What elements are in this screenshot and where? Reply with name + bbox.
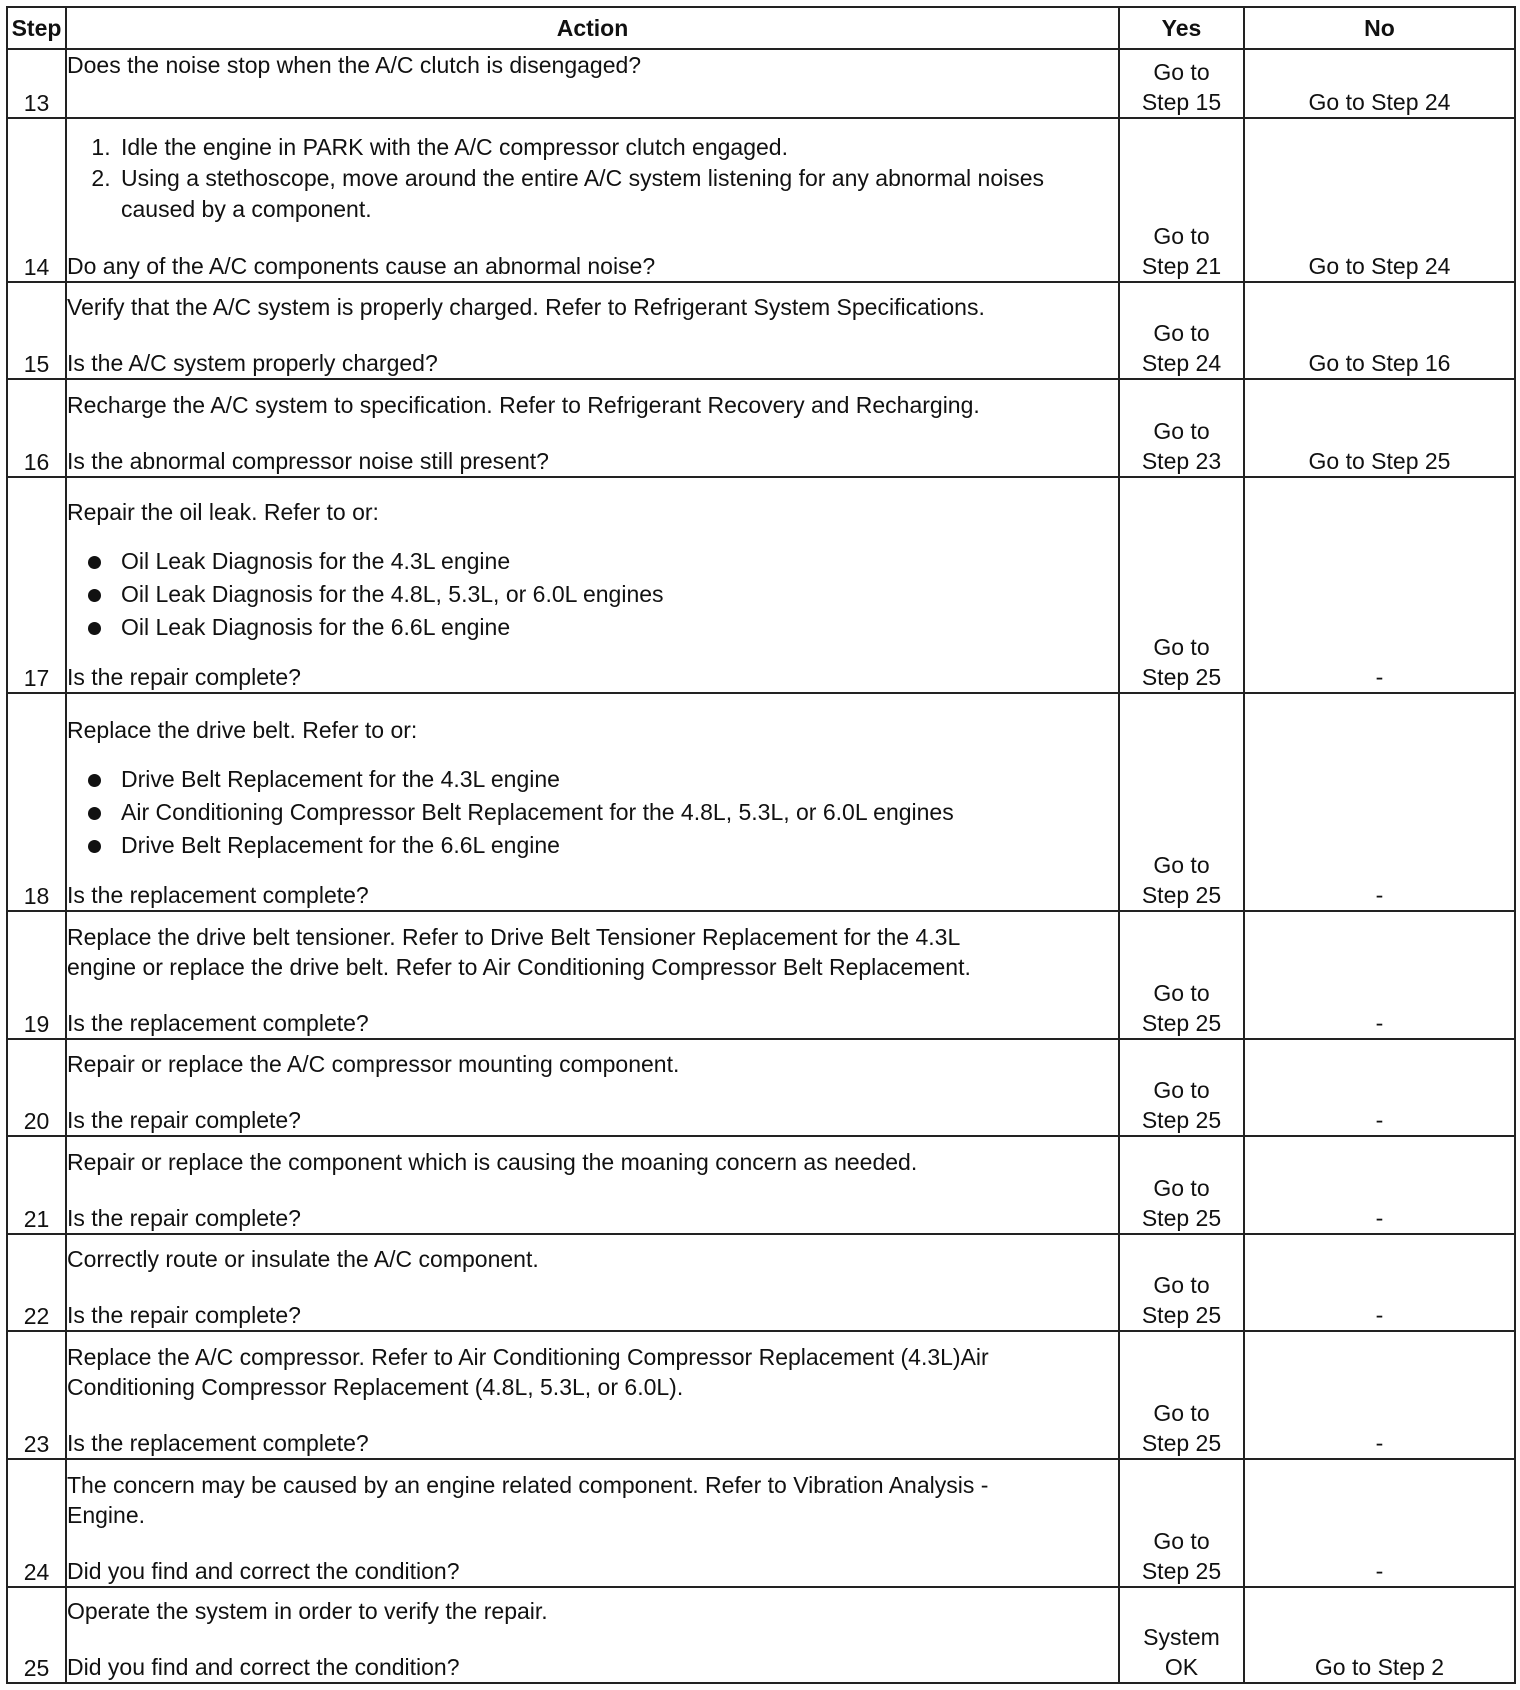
reference-link[interactable]: Air Conditioning Compressor Belt Replacement for the 4.8L, 5.3L, or 6.0L engines <box>117 796 1118 829</box>
bullet-list <box>67 545 1118 644</box>
yes-cell <box>1119 282 1244 379</box>
step-number: 15 <box>7 282 66 379</box>
step-number: 19 <box>7 911 66 1039</box>
yes-result-line: Go to <box>1153 222 1210 249</box>
yes-result-line: Step 25 <box>1141 1429 1222 1456</box>
yes-result-line: Step 25 <box>1141 1009 1222 1036</box>
no-cell: Go to Step 24 <box>1244 49 1515 118</box>
table-row <box>7 1331 1515 1459</box>
step-number: 16 <box>7 379 66 476</box>
header-yes: Yes <box>1119 7 1244 49</box>
question-text: Did you find and correct the condition? <box>67 1557 460 1584</box>
action-text: Replace the drive belt. Refer to or: <box>67 716 418 743</box>
no-cell: Go to Step 24 <box>1244 118 1515 282</box>
yes-result-line: Step 21 <box>1141 252 1222 279</box>
numbered-list <box>67 132 1118 225</box>
table-row <box>7 1459 1515 1587</box>
action-cell <box>66 1587 1119 1683</box>
action-text: engine or replace the drive belt. Refer to Air Conditioning Compressor Belt Replacement. <box>67 953 971 980</box>
question-text: Did you find and correct the condition? <box>67 1654 460 1680</box>
action-cell <box>66 911 1119 1039</box>
action-text: Replace the A/C compressor. Refer to Air Conditioning Compressor Replacement (4.3L)Air <box>67 1343 989 1370</box>
step-number: 24 <box>7 1459 66 1587</box>
action-text: Does the noise stop when the A/C clutch is disengaged? <box>67 52 642 78</box>
question-text: Is the repair complete? <box>67 1302 301 1329</box>
step-number: 17 <box>7 477 66 694</box>
action-cell <box>66 1459 1119 1587</box>
no-cell: - <box>1244 1331 1515 1459</box>
question-text: Is the repair complete? <box>67 1204 301 1231</box>
action-text: Correctly route or insulate the A/C component. <box>67 1246 539 1273</box>
table-row <box>7 282 1515 379</box>
yes-result-line: Go to <box>1153 417 1210 444</box>
yes-result-line: Go to <box>1153 1527 1210 1554</box>
step-number: 22 <box>7 1234 66 1331</box>
reference-link[interactable]: Oil Leak Diagnosis for the 4.8L, 5.3L, or 6.0L engines <box>117 578 1118 611</box>
table-row <box>7 118 1515 282</box>
yes-result-line: Go to <box>1153 59 1210 86</box>
action-text: Replace the drive belt tensioner. Refer to Drive Belt Tensioner Replacement for the 4.3L <box>67 923 961 950</box>
yes-result-line: Step 25 <box>1141 881 1222 908</box>
bullet-list <box>67 763 1118 862</box>
diagnostic-table <box>6 6 1516 1684</box>
action-text: The concern may be caused by an engine related component. Refer to Vibration Analysis - <box>67 1471 989 1498</box>
action-cell <box>66 477 1119 694</box>
reference-link[interactable]: Drive Belt Replacement for the 6.6L engine <box>117 829 1118 862</box>
table-row <box>7 1234 1515 1331</box>
yes-result-line: Go to <box>1153 1272 1210 1299</box>
action-cell <box>66 1039 1119 1136</box>
yes-result-line: Go to <box>1153 634 1210 661</box>
action-text: Verify that the A/C system is properly charged. Refer to Refrigerant System Specifications. <box>67 294 985 321</box>
table-row <box>7 1039 1515 1136</box>
question-text: Is the repair complete? <box>67 664 301 691</box>
action-cell <box>66 693 1119 911</box>
step-number: 20 <box>7 1039 66 1136</box>
action-cell <box>66 118 1119 282</box>
yes-cell <box>1119 911 1244 1039</box>
action-text: Repair the oil leak. Refer to or: <box>67 499 379 526</box>
question-text: Is the abnormal compressor noise still present? <box>67 447 549 474</box>
table-row <box>7 379 1515 476</box>
no-cell: - <box>1244 477 1515 694</box>
no-cell: - <box>1244 1459 1515 1587</box>
action-text: Repair or replace the component which is causing the moaning concern as needed. <box>67 1148 918 1175</box>
yes-result-line: Go to <box>1153 979 1210 1006</box>
action-cell <box>66 1234 1119 1331</box>
table-row <box>7 911 1515 1039</box>
yes-result-line: Go to <box>1153 851 1210 878</box>
yes-cell <box>1119 118 1244 282</box>
step-number: 14 <box>7 118 66 282</box>
header-step: Step <box>7 7 66 49</box>
yes-result-line: Step 25 <box>1141 1107 1222 1134</box>
yes-result-line: Step 23 <box>1141 447 1222 474</box>
step-number: 23 <box>7 1331 66 1459</box>
action-text: Conditioning Compressor Replacement (4.8L, 5.3L, or 6.0L). <box>67 1373 684 1400</box>
step-number: 21 <box>7 1136 66 1233</box>
yes-cell <box>1119 49 1244 118</box>
yes-cell <box>1119 693 1244 911</box>
step-number: 25 <box>7 1587 66 1683</box>
no-cell: Go to Step 25 <box>1244 379 1515 476</box>
yes-cell <box>1119 1587 1244 1683</box>
yes-result-line: Step 24 <box>1141 350 1222 377</box>
list-item: 2. Using a stethoscope, move around the entire A/C system listening for any abnormal noises caused by a component. <box>117 163 1118 225</box>
yes-result-line: Step 25 <box>1141 1302 1222 1329</box>
table-row <box>7 1136 1515 1233</box>
table-row <box>7 1587 1515 1683</box>
header-row <box>7 7 1515 49</box>
yes-result-line: Go to <box>1153 320 1210 347</box>
yes-result-line: OK <box>1164 1654 1199 1680</box>
action-text: Recharge the A/C system to specification. Refer to Refrigerant Recovery and Recharging. <box>67 391 980 418</box>
question-text: Is the A/C system properly charged? <box>67 350 438 377</box>
question-text: Is the replacement complete? <box>67 1009 369 1036</box>
reference-link[interactable]: Oil Leak Diagnosis for the 6.6L engine <box>117 611 1118 644</box>
list-item: 1. Idle the engine in PARK with the A/C compressor clutch engaged. <box>117 132 1118 163</box>
action-cell <box>66 1136 1119 1233</box>
yes-cell <box>1119 1331 1244 1459</box>
header-action: Action <box>66 7 1119 49</box>
question-text: Is the replacement complete? <box>67 1429 369 1456</box>
action-text: Repair or replace the A/C compressor mounting component. <box>67 1051 680 1078</box>
no-cell: - <box>1244 693 1515 911</box>
table-row <box>7 49 1515 118</box>
step-number: 18 <box>7 693 66 911</box>
step-number: 13 <box>7 49 66 118</box>
action-text: Engine. <box>67 1501 146 1528</box>
question-text: Is the replacement complete? <box>67 881 369 908</box>
reference-link[interactable]: Oil Leak Diagnosis for the 4.3L engine <box>117 545 1118 578</box>
no-cell: Go to Step 2 <box>1244 1587 1515 1683</box>
no-cell: - <box>1244 1234 1515 1331</box>
action-cell <box>66 379 1119 476</box>
yes-result-line: Step 15 <box>1141 89 1222 116</box>
yes-cell <box>1119 1459 1244 1587</box>
yes-cell <box>1119 1136 1244 1233</box>
action-cell <box>66 1331 1119 1459</box>
question-text: Is the repair complete? <box>67 1107 301 1134</box>
table-row <box>7 693 1515 911</box>
yes-result-line: Step 25 <box>1141 1557 1222 1584</box>
yes-cell <box>1119 477 1244 694</box>
no-cell: - <box>1244 911 1515 1039</box>
header-no: No <box>1244 7 1515 49</box>
action-text: Operate the system in order to verify the repair. <box>67 1598 548 1624</box>
reference-link[interactable]: Drive Belt Replacement for the 4.3L engine <box>117 763 1118 796</box>
yes-result-line: Go to <box>1153 1399 1210 1426</box>
yes-cell <box>1119 1234 1244 1331</box>
yes-cell <box>1119 1039 1244 1136</box>
action-cell <box>66 49 1119 118</box>
no-cell: - <box>1244 1136 1515 1233</box>
yes-result-line: System <box>1143 1624 1220 1650</box>
yes-result-line: Step 25 <box>1141 1204 1222 1231</box>
yes-result-line: Step 25 <box>1141 664 1222 691</box>
question-text: Do any of the A/C components cause an abnormal noise? <box>67 252 656 279</box>
table-row <box>7 477 1515 694</box>
yes-cell <box>1119 379 1244 476</box>
no-cell: Go to Step 16 <box>1244 282 1515 379</box>
yes-result-line: Go to <box>1153 1077 1210 1104</box>
yes-result-line: Go to <box>1153 1174 1210 1201</box>
action-cell <box>66 282 1119 379</box>
no-cell: - <box>1244 1039 1515 1136</box>
